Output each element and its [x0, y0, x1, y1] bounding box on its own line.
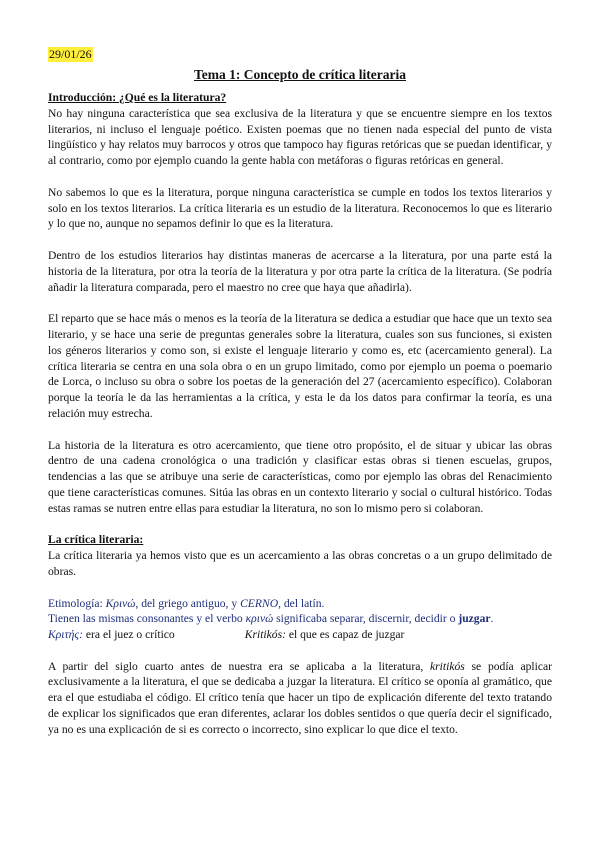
paragraph-4: El reparto que se hace más o menos es la teoría de la literatura se dedica a estudiar que hace que un texto sea literario, y se hace una serie de preguntas generales sobre la literatura, cuales son sus funciones, si existen los géneros literarios y como son, si existe el lenguaje literario y como es, etc (acercamiento general). La crítica literaria se centra en una sola obra o en un grupo limitado, como por ejemplo un poema o poemario de Lorca, o incluso su obra o sobre los poetas de la generación del 27 (acercamiento específico). Colaboran porque la teoría le da las herramientas a la crítica, y esta le da los datos para confirmar la teoría, es una relación muy estrecha. [48, 312, 552, 420]
date-highlight: 29/01/26 [49, 47, 92, 61]
etymology-verb-line: Tienen las mismas consonantes y el verbo κρινώ significaba separar, discernir, decidir o juzgar. [48, 612, 494, 626]
paragraph-1: No hay ninguna característica que sea exclusiva de la literatura y que se encuentre siempre en los textos literarios, ni incluso el lenguaje poético. Existen poemas que no tienen nada especial del punto de vista lingüístico y hay relatos muy barrocos y otros que tampoco hay figuras retóricas que se puedan identificar, y al contrario, como por ejemplo cuando la gente habla con metáforas o figuras retóricas en general. [48, 106, 552, 168]
paragraph-3: Dentro de los estudios literarios hay distintas maneras de acercarse a la literatura, por una parte está la historia de la literatura, por otra la teoría de la literatura y por otra parte la crítica de la literatura. (Se podría añadir la literatura comparada, pero el maestro no cree que haya que añadirla). [48, 248, 552, 294]
document-body [48, 90, 552, 738]
critica-heading: La crítica literaria: [48, 533, 144, 547]
etymology-terms-line: Κριτής: era el juez o crítico Kritikós: el que es capaz de juzgar [48, 628, 405, 642]
etymology-line: Etimología: Κρινώ, del griego antiguo, y CERNO, del latín. [48, 596, 325, 610]
intro-heading: Introducción: ¿Qué es la literatura? [48, 91, 227, 104]
page-title: Tema 1: Concepto de crítica literaria [193, 67, 407, 82]
paragraph-6: La crítica literaria ya hemos visto que es un acercamiento a las obras concretas o a un grupo delimitado de obras. [48, 549, 552, 578]
paragraph-7: A partir del siglo cuarto antes de nuestra era se aplicaba a la literatura, kritikós se podía aplicar exclusivamente a la literatura, el que se dedicaba a juzgar la literatura. El crítico se oponía al gramático, que era el que estudiaba el código. El crítico tenía que hacer un tipo de explicación diferente del texto tratando de explicar los significados que eran diferentes, aclarar los dobles sentidos o que quería decir el significado, ya no es una explicación de si es correcto o incorrecto, sino explicar lo que dice el texto. [48, 659, 552, 736]
paragraph-5: La historia de la literatura es otro acercamiento, que tiene otro propósito, el de situar y ubicar las obras dentro de una cadena cronológica o una tradición y clasificar estas obras si tienen escuelas, grupos, tendencias a las que se atribuye una serie de características, como por ejemplo las obras del Renacimiento que tiene características comunes. Sitúa las obras en un contexto literario y social o cultural histórico. Todas estas ramas se nutren entre ellas para estudiar la literatura, no son lo mismo pero si colaboran. [48, 438, 552, 515]
paragraph-2: No sabemos lo que es la literatura, porque ninguna característica se cumple en todos los textos literarios y solo en los textos literarios. La crítica literaria es un estudio de la literatura. Reconocemos lo que es literario y lo que no, aunque no sepamos definir lo que es la literatura. [48, 185, 552, 231]
